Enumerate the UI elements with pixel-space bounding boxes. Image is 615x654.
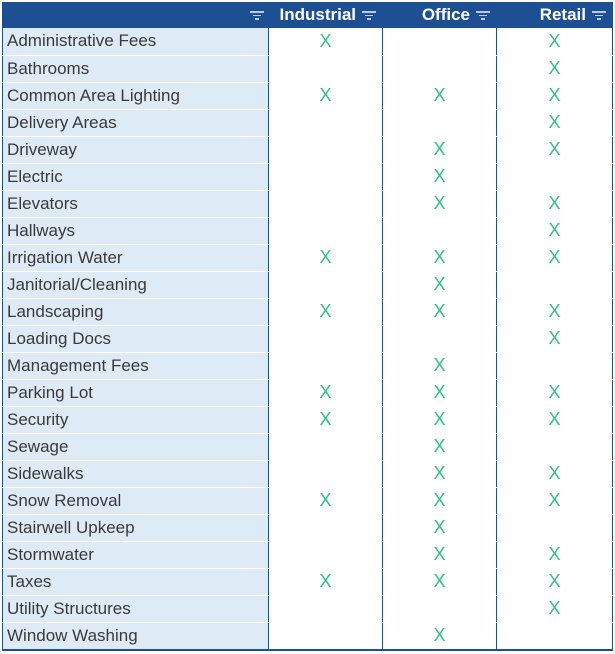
expense-name-cell[interactable]: Delivery Areas <box>3 109 269 136</box>
mark-cell[interactable]: X <box>383 163 497 190</box>
mark-cell[interactable]: X <box>497 244 613 271</box>
mark-cell[interactable]: X <box>383 406 497 433</box>
mark-cell[interactable]: X <box>497 325 613 352</box>
mark-cell[interactable]: X <box>383 622 497 650</box>
table-row <box>3 82 613 109</box>
mark-cell[interactable] <box>269 460 383 487</box>
expense-name-cell[interactable]: Window Washing <box>3 622 269 650</box>
mark-cell[interactable]: X <box>497 136 613 163</box>
mark-cell[interactable] <box>497 514 613 541</box>
header-office[interactable] <box>383 2 497 28</box>
expense-name-cell[interactable]: Landscaping <box>3 298 269 325</box>
mark-cell[interactable]: X <box>383 244 497 271</box>
mark-cell[interactable]: X <box>269 298 383 325</box>
mark-cell[interactable]: X <box>497 406 613 433</box>
table-row <box>3 541 613 568</box>
mark-cell[interactable]: X <box>383 487 497 514</box>
mark-cell[interactable]: X <box>383 190 497 217</box>
filter-icon[interactable] <box>592 10 606 20</box>
mark-cell[interactable]: X <box>497 541 613 568</box>
mark-cell[interactable]: X <box>497 379 613 406</box>
mark-cell[interactable] <box>269 352 383 379</box>
expense-name-cell[interactable]: Hallways <box>3 217 269 244</box>
expense-name-cell[interactable]: Utility Structures <box>3 595 269 622</box>
table-row <box>3 352 613 379</box>
mark-cell[interactable] <box>497 271 613 298</box>
expense-name-cell[interactable]: Electric <box>3 163 269 190</box>
table-row <box>3 271 613 298</box>
expense-name-cell[interactable]: Administrative Fees <box>3 28 269 55</box>
expense-name-cell[interactable]: Irrigation Water <box>3 244 269 271</box>
table-row <box>3 109 613 136</box>
mark-cell[interactable] <box>269 217 383 244</box>
mark-cell[interactable] <box>383 28 497 55</box>
table-row <box>3 460 613 487</box>
mark-cell[interactable] <box>383 217 497 244</box>
mark-cell[interactable]: X <box>497 487 613 514</box>
mark-cell[interactable]: X <box>497 595 613 622</box>
mark-cell[interactable]: X <box>497 460 613 487</box>
header-retail-label: Retail <box>539 5 586 24</box>
mark-cell[interactable] <box>269 595 383 622</box>
table-row <box>3 568 613 595</box>
mark-cell[interactable] <box>269 190 383 217</box>
table-row <box>3 379 613 406</box>
mark-cell[interactable] <box>383 55 497 82</box>
expense-name-cell[interactable]: Stairwell Upkeep <box>3 514 269 541</box>
expense-name-cell[interactable]: Snow Removal <box>3 487 269 514</box>
mark-cell[interactable]: X <box>383 541 497 568</box>
header-office-label: Office <box>421 5 470 24</box>
table-row <box>3 244 613 271</box>
mark-cell[interactable]: X <box>269 82 383 109</box>
table-row <box>3 28 613 55</box>
mark-cell[interactable]: X <box>383 298 497 325</box>
mark-cell[interactable] <box>269 514 383 541</box>
mark-cell[interactable]: X <box>269 406 383 433</box>
mark-cell[interactable] <box>383 325 497 352</box>
table-row <box>3 163 613 190</box>
expense-name-cell[interactable]: Elevators <box>3 190 269 217</box>
mark-cell[interactable]: X <box>383 568 497 595</box>
mark-cell[interactable]: X <box>269 568 383 595</box>
mark-cell[interactable] <box>497 622 613 650</box>
mark-cell[interactable]: X <box>497 82 613 109</box>
header-industrial[interactable] <box>269 2 383 28</box>
mark-cell[interactable] <box>497 352 613 379</box>
mark-cell[interactable] <box>269 163 383 190</box>
mark-cell[interactable]: X <box>269 28 383 55</box>
mark-cell[interactable]: X <box>497 568 613 595</box>
expense-table <box>2 2 613 651</box>
mark-cell[interactable] <box>497 433 613 460</box>
header-row <box>3 2 613 28</box>
mark-cell[interactable]: X <box>497 217 613 244</box>
mark-cell[interactable]: X <box>383 136 497 163</box>
expense-name-cell[interactable]: Bathrooms <box>3 55 269 82</box>
mark-cell[interactable]: X <box>269 379 383 406</box>
expense-name-cell[interactable]: Security <box>3 406 269 433</box>
mark-cell[interactable] <box>383 595 497 622</box>
mark-cell[interactable]: X <box>383 514 497 541</box>
header-category[interactable] <box>3 2 269 28</box>
mark-cell[interactable]: X <box>383 352 497 379</box>
mark-cell[interactable] <box>383 109 497 136</box>
mark-cell[interactable]: X <box>497 109 613 136</box>
expense-name-cell[interactable]: Taxes <box>3 568 269 595</box>
table-row <box>3 406 613 433</box>
mark-cell[interactable] <box>269 325 383 352</box>
expense-name-cell[interactable]: Sidewalks <box>3 460 269 487</box>
table-body <box>3 28 613 650</box>
expense-name-cell[interactable]: Parking Lot <box>3 379 269 406</box>
mark-cell[interactable]: X <box>383 82 497 109</box>
table-row <box>3 298 613 325</box>
mark-cell[interactable] <box>269 541 383 568</box>
table-row <box>3 217 613 244</box>
mark-cell[interactable] <box>269 433 383 460</box>
mark-cell[interactable]: X <box>269 244 383 271</box>
header-retail[interactable] <box>497 2 613 28</box>
expense-name-cell[interactable]: Management Fees <box>3 352 269 379</box>
table-row <box>3 433 613 460</box>
expense-name-cell[interactable]: Janitorial/Cleaning <box>3 271 269 298</box>
table-row <box>3 55 613 82</box>
filter-icon[interactable] <box>476 10 490 20</box>
mark-cell[interactable] <box>269 55 383 82</box>
mark-cell[interactable]: X <box>497 55 613 82</box>
mark-cell[interactable] <box>497 163 613 190</box>
mark-cell[interactable]: X <box>383 433 497 460</box>
mark-cell[interactable]: X <box>383 460 497 487</box>
mark-cell[interactable]: X <box>497 190 613 217</box>
table-row <box>3 622 613 650</box>
mark-cell[interactable]: X <box>269 487 383 514</box>
mark-cell[interactable]: X <box>497 28 613 55</box>
expense-name-cell[interactable]: Driveway <box>3 136 269 163</box>
expense-name-cell[interactable]: Loading Docs <box>3 325 269 352</box>
expense-table-container <box>2 2 612 651</box>
mark-cell[interactable] <box>269 271 383 298</box>
mark-cell[interactable]: X <box>383 379 497 406</box>
expense-name-cell[interactable]: Common Area Lighting <box>3 82 269 109</box>
mark-cell[interactable] <box>269 136 383 163</box>
filter-icon[interactable] <box>362 10 376 20</box>
table-row <box>3 514 613 541</box>
mark-cell[interactable]: X <box>497 298 613 325</box>
table-row <box>3 487 613 514</box>
table-row <box>3 325 613 352</box>
filter-icon[interactable] <box>250 10 264 20</box>
expense-name-cell[interactable]: Stormwater <box>3 541 269 568</box>
mark-cell[interactable]: X <box>383 271 497 298</box>
table-row <box>3 595 613 622</box>
header-industrial-label: Industrial <box>279 5 356 24</box>
mark-cell[interactable] <box>269 109 383 136</box>
table-row <box>3 136 613 163</box>
table-row <box>3 190 613 217</box>
mark-cell[interactable] <box>269 622 383 650</box>
expense-name-cell[interactable]: Sewage <box>3 433 269 460</box>
